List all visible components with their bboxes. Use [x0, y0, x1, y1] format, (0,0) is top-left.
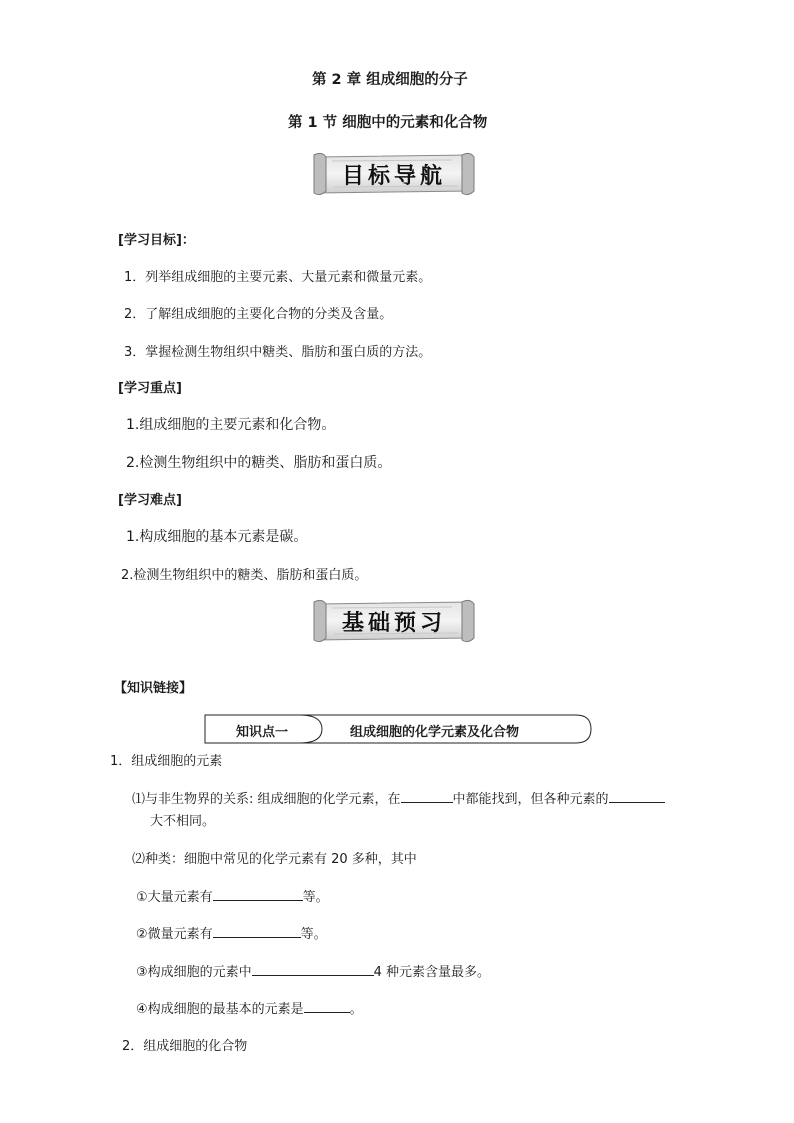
elements-heading: 1．组成细胞的元素	[110, 754, 223, 769]
question-text: 等。	[302, 890, 329, 905]
answer-blank[interactable]	[609, 788, 665, 803]
question-1-line	[132, 788, 665, 807]
banner-label: 基础预习	[341, 610, 446, 636]
sub-question-line	[136, 886, 329, 905]
banner-goal-navigation	[312, 151, 476, 197]
question-text: ④构成细胞的最基本的元素是	[136, 1002, 304, 1017]
knowledge-point-box	[204, 714, 592, 744]
question-2-line: ⑵种类：细胞中常见的化学元素有 20 多种，其中	[132, 852, 417, 867]
difficulties-heading: [学习难点]	[118, 493, 182, 508]
question-text: ⑴与非生物界的关系: 组成细胞的化学元素，在	[132, 792, 401, 807]
sub-question-line	[136, 961, 490, 980]
knowledge-point-label: 知识点一	[236, 725, 289, 740]
objective-item: 2．了解组成细胞的主要化合物的分类及含量。	[124, 307, 393, 322]
objectives-heading: [学习目标]：	[118, 233, 195, 248]
section-title: 第 1 节 细胞中的元素和化合物	[288, 115, 488, 131]
answer-blank[interactable]	[401, 788, 453, 803]
key-points-heading: [学习重点]	[118, 381, 182, 396]
difficulty-item: 1.构成细胞的基本元素是碳。	[126, 529, 308, 545]
question-text: 4 种元素含量最多。	[373, 965, 491, 980]
question-text: ③构成细胞的元素中	[136, 965, 252, 980]
banner-basic-preview	[312, 598, 476, 644]
answer-blank[interactable]	[252, 961, 374, 976]
answer-blank[interactable]	[213, 886, 303, 901]
knowledge-point-title: 组成细胞的化学元素及化合物	[350, 725, 520, 740]
knowledge-link-heading: 【知识链接】	[114, 681, 193, 696]
objective-item: 3．掌握检测生物组织中糖类、脂肪和蛋白质的方法。	[124, 345, 432, 360]
question-text: 大不相同。	[150, 814, 216, 829]
objective-item: 1．列举组成细胞的主要元素、大量元素和微量元素。	[124, 270, 432, 285]
question-text: ②微量元素有	[136, 927, 213, 942]
sub-question-line	[136, 998, 363, 1017]
banner-label: 目标导航	[341, 163, 446, 189]
answer-blank[interactable]	[213, 923, 301, 938]
compounds-heading: 2．组成细胞的化合物	[122, 1039, 248, 1054]
question-text: 。	[349, 1002, 363, 1017]
difficulty-item: 2.检测生物组织中的糖类、脂肪和蛋白质。	[121, 568, 368, 583]
key-point-item: 1.组成细胞的主要元素和化合物。	[126, 417, 336, 433]
question-text: 等。	[300, 927, 327, 942]
question-text: ①大量元素有	[136, 890, 213, 905]
question-text: 中都能找到，但各种元素的	[452, 792, 609, 807]
sub-question-line	[136, 923, 327, 942]
key-point-item: 2.检测生物组织中的糖类、脂肪和蛋白质。	[126, 455, 392, 471]
answer-blank[interactable]	[304, 998, 350, 1013]
chapter-title: 第 2 章 组成细胞的分子	[312, 72, 468, 88]
